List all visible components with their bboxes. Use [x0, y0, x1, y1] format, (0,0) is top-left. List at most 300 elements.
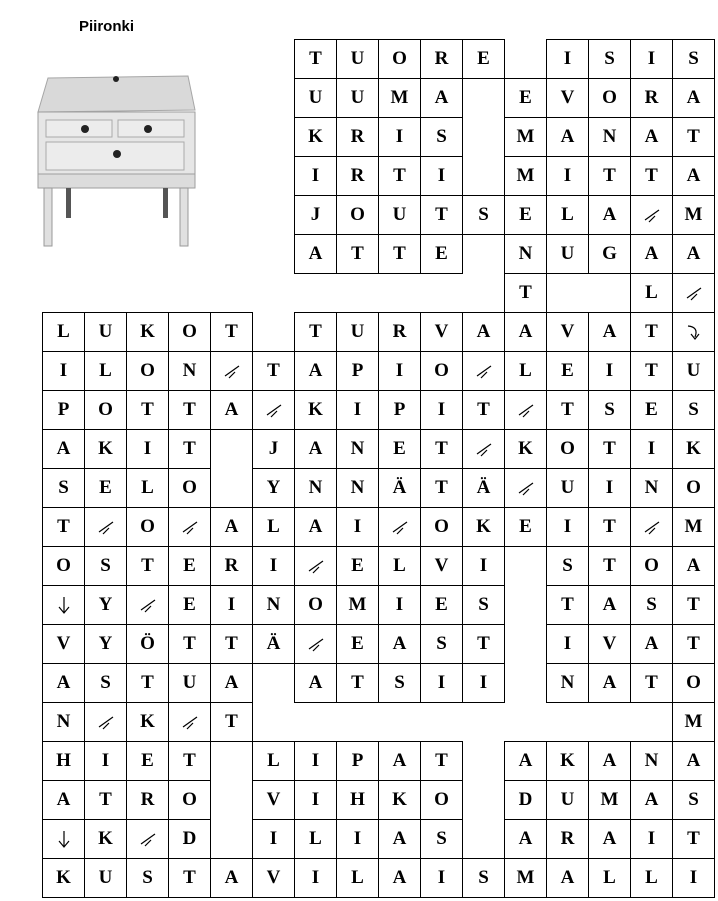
letter-cell[interactable] [462, 858, 505, 898]
letter-cell[interactable] [546, 312, 589, 352]
letter-cell[interactable] [504, 819, 547, 859]
letter-cell[interactable] [42, 390, 85, 430]
letter-cell[interactable] [168, 624, 211, 664]
letter-cell[interactable] [294, 780, 337, 820]
letter-cell[interactable] [294, 117, 337, 157]
letter-cell[interactable] [420, 351, 463, 391]
letter-cell[interactable] [210, 858, 253, 898]
letter-cell[interactable] [588, 507, 631, 547]
letter-cell[interactable] [630, 429, 673, 469]
clue-arrow-cell[interactable] [378, 507, 421, 547]
letter-cell[interactable] [210, 702, 253, 742]
letter-cell[interactable] [294, 234, 337, 274]
letter-cell[interactable] [588, 351, 631, 391]
letter-cell[interactable] [420, 468, 463, 508]
letter-cell[interactable] [630, 585, 673, 625]
letter-cell[interactable] [294, 39, 337, 79]
letter-cell[interactable] [42, 858, 85, 898]
letter-cell[interactable] [630, 819, 673, 859]
letter-cell[interactable] [378, 546, 421, 586]
cell-letter: K [308, 126, 323, 147]
letter-cell[interactable] [294, 741, 337, 781]
letter-cell[interactable] [42, 507, 85, 547]
cell-letter: T [57, 516, 70, 537]
letter-cell[interactable] [588, 546, 631, 586]
letter-cell[interactable] [252, 351, 295, 391]
clue-arrow-cell[interactable] [126, 819, 169, 859]
letter-cell[interactable] [672, 702, 715, 742]
letter-cell[interactable] [672, 663, 715, 703]
clue-arrow-cell[interactable] [210, 351, 253, 391]
letter-cell[interactable] [252, 429, 295, 469]
cell-letter: A [686, 87, 701, 108]
letter-cell[interactable] [336, 858, 379, 898]
letter-cell[interactable] [42, 351, 85, 391]
letter-cell[interactable] [630, 780, 673, 820]
cell-letter: E [519, 204, 532, 225]
letter-cell[interactable] [630, 741, 673, 781]
letter-cell[interactable] [672, 117, 715, 157]
letter-cell[interactable] [672, 429, 715, 469]
cell-letter: S [604, 48, 615, 69]
letter-cell[interactable] [42, 741, 85, 781]
letter-cell[interactable] [462, 624, 505, 664]
cell-letter: L [603, 867, 616, 888]
clue-arrow-cell[interactable] [42, 819, 85, 859]
letter-cell[interactable] [462, 468, 505, 508]
letter-cell[interactable] [546, 117, 589, 157]
letter-cell[interactable] [672, 39, 715, 79]
letter-cell[interactable] [252, 780, 295, 820]
clue-arrow-cell[interactable] [84, 507, 127, 547]
letter-cell[interactable] [504, 273, 547, 313]
letter-cell[interactable] [420, 156, 463, 196]
letter-cell[interactable] [336, 819, 379, 859]
letter-cell[interactable] [672, 585, 715, 625]
letter-cell[interactable] [126, 702, 169, 742]
letter-cell[interactable] [546, 390, 589, 430]
letter-cell[interactable] [546, 663, 589, 703]
letter-cell[interactable] [126, 468, 169, 508]
letter-cell[interactable] [546, 39, 589, 79]
letter-cell[interactable] [630, 546, 673, 586]
letter-cell[interactable] [84, 780, 127, 820]
letter-cell[interactable] [672, 741, 715, 781]
letter-cell[interactable] [210, 624, 253, 664]
letter-cell[interactable] [294, 468, 337, 508]
letter-cell[interactable] [546, 546, 589, 586]
cell-letter: I [647, 48, 656, 69]
letter-cell[interactable] [420, 780, 463, 820]
letter-cell[interactable] [588, 858, 631, 898]
letter-cell[interactable] [252, 819, 295, 859]
clue-arrow-cell[interactable] [672, 273, 715, 313]
letter-cell[interactable] [378, 429, 421, 469]
letter-cell[interactable] [630, 663, 673, 703]
letter-cell[interactable] [378, 117, 421, 157]
letter-cell[interactable] [504, 156, 547, 196]
letter-cell[interactable] [672, 78, 715, 118]
letter-cell[interactable] [546, 234, 589, 274]
letter-cell[interactable] [42, 312, 85, 352]
letter-cell[interactable] [210, 585, 253, 625]
letter-cell[interactable] [336, 780, 379, 820]
letter-cell[interactable] [168, 585, 211, 625]
letter-cell[interactable] [294, 507, 337, 547]
letter-cell[interactable] [336, 234, 379, 274]
letter-cell[interactable] [630, 351, 673, 391]
letter-cell[interactable] [462, 663, 505, 703]
cell-letter: M [516, 867, 535, 888]
letter-cell[interactable] [504, 195, 547, 235]
letter-cell[interactable] [294, 585, 337, 625]
letter-cell[interactable] [168, 390, 211, 430]
letter-cell[interactable] [294, 663, 337, 703]
letter-cell[interactable] [630, 39, 673, 79]
letter-cell[interactable] [252, 741, 295, 781]
letter-cell[interactable] [546, 585, 589, 625]
letter-cell[interactable] [546, 858, 589, 898]
letter-cell[interactable] [546, 507, 589, 547]
letter-cell[interactable] [252, 546, 295, 586]
letter-cell[interactable] [588, 585, 631, 625]
letter-cell[interactable] [588, 663, 631, 703]
letter-cell[interactable] [378, 780, 421, 820]
letter-cell[interactable] [420, 312, 463, 352]
letter-cell[interactable] [672, 234, 715, 274]
letter-cell[interactable] [42, 780, 85, 820]
letter-cell[interactable] [378, 195, 421, 235]
letter-cell[interactable] [336, 312, 379, 352]
letter-cell[interactable] [378, 312, 421, 352]
letter-cell[interactable] [420, 390, 463, 430]
letter-cell[interactable] [84, 585, 127, 625]
cell-letter: A [518, 750, 533, 771]
letter-cell[interactable] [462, 585, 505, 625]
clue-arrow-cell[interactable] [462, 351, 505, 391]
clue-arrow-cell[interactable] [630, 195, 673, 235]
letter-cell[interactable] [672, 819, 715, 859]
letter-cell[interactable] [378, 624, 421, 664]
letter-cell[interactable] [588, 312, 631, 352]
letter-cell[interactable] [420, 429, 463, 469]
letter-cell[interactable] [168, 663, 211, 703]
letter-cell[interactable] [168, 546, 211, 586]
letter-cell[interactable] [84, 312, 127, 352]
letter-cell[interactable] [378, 39, 421, 79]
letter-cell[interactable] [420, 546, 463, 586]
letter-cell[interactable] [336, 117, 379, 157]
letter-cell[interactable] [672, 624, 715, 664]
letter-cell[interactable] [420, 195, 463, 235]
letter-cell[interactable] [462, 39, 505, 79]
letter-cell[interactable] [252, 858, 295, 898]
letter-cell[interactable] [504, 351, 547, 391]
letter-cell[interactable] [546, 468, 589, 508]
letter-cell[interactable] [420, 78, 463, 118]
letter-cell[interactable] [336, 78, 379, 118]
letter-cell[interactable] [294, 351, 337, 391]
letter-cell[interactable] [294, 858, 337, 898]
letter-cell[interactable] [84, 741, 127, 781]
letter-cell[interactable] [588, 429, 631, 469]
letter-cell[interactable] [84, 468, 127, 508]
letter-cell[interactable] [336, 156, 379, 196]
letter-cell[interactable] [84, 546, 127, 586]
letter-cell[interactable] [462, 312, 505, 352]
letter-cell[interactable] [420, 39, 463, 79]
letter-cell[interactable] [420, 858, 463, 898]
letter-cell[interactable] [420, 624, 463, 664]
cell-letter: A [224, 399, 239, 420]
letter-cell[interactable] [210, 312, 253, 352]
letter-cell[interactable] [210, 507, 253, 547]
letter-cell[interactable] [336, 390, 379, 430]
letter-cell[interactable] [126, 546, 169, 586]
letter-cell[interactable] [504, 741, 547, 781]
clue-arrow-cell[interactable] [294, 624, 337, 664]
letter-cell[interactable] [126, 624, 169, 664]
letter-cell[interactable] [84, 624, 127, 664]
clue-arrow-cell[interactable] [168, 507, 211, 547]
letter-cell[interactable] [630, 624, 673, 664]
cell-letter: K [686, 438, 701, 459]
letter-cell[interactable] [336, 741, 379, 781]
letter-cell[interactable] [378, 468, 421, 508]
letter-cell[interactable] [462, 546, 505, 586]
letter-cell[interactable] [84, 663, 127, 703]
letter-cell[interactable] [84, 351, 127, 391]
letter-cell[interactable] [588, 780, 631, 820]
clue-arrow-cell[interactable] [630, 507, 673, 547]
letter-cell[interactable] [210, 546, 253, 586]
letter-cell[interactable] [42, 702, 85, 742]
letter-cell[interactable] [462, 507, 505, 547]
letter-cell[interactable] [336, 429, 379, 469]
letter-cell[interactable] [420, 663, 463, 703]
letter-cell[interactable] [672, 468, 715, 508]
letter-cell[interactable] [588, 156, 631, 196]
cell-letter: K [98, 438, 113, 459]
letter-cell[interactable] [546, 819, 589, 859]
letter-cell[interactable] [378, 156, 421, 196]
cell-letter: P [351, 360, 364, 381]
letter-cell[interactable] [504, 312, 547, 352]
letter-cell[interactable] [294, 78, 337, 118]
letter-cell[interactable] [630, 312, 673, 352]
letter-cell[interactable] [294, 390, 337, 430]
letter-cell[interactable] [420, 741, 463, 781]
letter-cell[interactable] [546, 156, 589, 196]
letter-cell[interactable] [588, 624, 631, 664]
cell-letter: J [268, 438, 279, 459]
cell-letter: Ä [476, 477, 491, 498]
letter-cell[interactable] [420, 234, 463, 274]
letter-cell[interactable] [630, 858, 673, 898]
letter-cell[interactable] [672, 507, 715, 547]
letter-cell[interactable] [378, 390, 421, 430]
letter-cell[interactable] [672, 156, 715, 196]
letter-cell[interactable] [168, 858, 211, 898]
letter-cell[interactable] [546, 195, 589, 235]
letter-cell[interactable] [630, 468, 673, 508]
cell-letter: V [434, 321, 449, 342]
letter-cell[interactable] [504, 429, 547, 469]
letter-cell[interactable] [420, 507, 463, 547]
letter-cell[interactable] [168, 819, 211, 859]
letter-cell[interactable] [378, 819, 421, 859]
letter-cell[interactable] [462, 390, 505, 430]
clue-arrow-cell[interactable] [42, 585, 85, 625]
clue-arrow-cell[interactable] [168, 702, 211, 742]
letter-cell[interactable] [84, 390, 127, 430]
letter-cell[interactable] [252, 468, 295, 508]
clue-arrow-cell[interactable] [252, 390, 295, 430]
clue-arrow-cell[interactable] [504, 468, 547, 508]
letter-cell[interactable] [126, 312, 169, 352]
letter-cell[interactable] [630, 78, 673, 118]
letter-cell[interactable] [504, 234, 547, 274]
letter-cell[interactable] [672, 351, 715, 391]
clue-arrow-cell[interactable] [126, 585, 169, 625]
letter-cell[interactable] [672, 546, 715, 586]
letter-cell[interactable] [588, 78, 631, 118]
cell-letter: S [58, 477, 69, 498]
letter-cell[interactable] [546, 78, 589, 118]
letter-cell[interactable] [252, 507, 295, 547]
letter-cell[interactable] [294, 156, 337, 196]
letter-cell[interactable] [336, 39, 379, 79]
letter-cell[interactable] [126, 741, 169, 781]
letter-cell[interactable] [672, 780, 715, 820]
letter-cell[interactable] [588, 819, 631, 859]
letter-cell[interactable] [168, 429, 211, 469]
letter-cell[interactable] [546, 741, 589, 781]
letter-cell[interactable] [630, 234, 673, 274]
letter-cell[interactable] [588, 390, 631, 430]
letter-cell[interactable] [42, 429, 85, 469]
letter-cell[interactable] [84, 819, 127, 859]
letter-cell[interactable] [126, 390, 169, 430]
clue-arrow-cell[interactable] [294, 546, 337, 586]
letter-cell[interactable] [210, 390, 253, 430]
cell-letter: O [560, 438, 575, 459]
letter-cell[interactable] [546, 351, 589, 391]
letter-cell[interactable] [252, 624, 295, 664]
letter-cell[interactable] [672, 195, 715, 235]
letter-cell[interactable] [42, 624, 85, 664]
clue-arrow-cell[interactable] [504, 390, 547, 430]
letter-cell[interactable] [336, 546, 379, 586]
letter-cell[interactable] [294, 819, 337, 859]
letter-cell[interactable] [126, 663, 169, 703]
letter-cell[interactable] [588, 195, 631, 235]
letter-cell[interactable] [336, 468, 379, 508]
letter-cell[interactable] [672, 390, 715, 430]
letter-cell[interactable] [336, 507, 379, 547]
letter-cell[interactable] [336, 624, 379, 664]
letter-cell[interactable] [420, 585, 463, 625]
letter-cell[interactable] [504, 858, 547, 898]
letter-cell[interactable] [630, 156, 673, 196]
letter-cell[interactable] [168, 741, 211, 781]
letter-cell[interactable] [168, 351, 211, 391]
cell-letter: U [98, 321, 113, 342]
letter-cell[interactable] [210, 663, 253, 703]
letter-cell[interactable] [126, 507, 169, 547]
cell-letter: I [605, 477, 614, 498]
letter-cell[interactable] [336, 663, 379, 703]
letter-cell[interactable] [378, 585, 421, 625]
letter-cell[interactable] [126, 858, 169, 898]
letter-cell[interactable] [168, 780, 211, 820]
clue-arrow-cell[interactable] [84, 702, 127, 742]
letter-cell[interactable] [420, 819, 463, 859]
cell-letter: O [434, 516, 449, 537]
letter-cell[interactable] [336, 195, 379, 235]
letter-cell[interactable] [630, 390, 673, 430]
letter-cell[interactable] [378, 78, 421, 118]
letter-cell[interactable] [126, 351, 169, 391]
letter-cell[interactable] [378, 858, 421, 898]
letter-cell[interactable] [168, 312, 211, 352]
letter-cell[interactable] [294, 195, 337, 235]
letter-cell[interactable] [672, 858, 715, 898]
letter-cell[interactable] [42, 663, 85, 703]
letter-cell[interactable] [294, 312, 337, 352]
letter-cell[interactable] [252, 585, 295, 625]
cell-letter: A [644, 243, 659, 264]
letter-cell[interactable] [588, 234, 631, 274]
letter-cell[interactable] [378, 663, 421, 703]
letter-cell[interactable] [504, 780, 547, 820]
letter-cell[interactable] [336, 351, 379, 391]
letter-cell[interactable] [378, 234, 421, 274]
letter-cell[interactable] [336, 585, 379, 625]
letter-cell[interactable] [588, 468, 631, 508]
letter-cell[interactable] [546, 780, 589, 820]
clue-arrow-cell[interactable] [672, 312, 715, 352]
letter-cell[interactable] [42, 546, 85, 586]
letter-cell[interactable] [504, 78, 547, 118]
letter-cell[interactable] [504, 507, 547, 547]
letter-cell[interactable] [546, 624, 589, 664]
letter-cell[interactable] [126, 780, 169, 820]
letter-cell[interactable] [378, 351, 421, 391]
clue-arrow-cell[interactable] [462, 429, 505, 469]
letter-cell[interactable] [504, 117, 547, 157]
letter-cell[interactable] [42, 468, 85, 508]
letter-cell[interactable] [294, 429, 337, 469]
letter-cell[interactable] [588, 39, 631, 79]
cell-letter: I [437, 165, 446, 186]
letter-cell[interactable] [630, 117, 673, 157]
cell-letter: T [393, 165, 406, 186]
letter-cell[interactable] [546, 429, 589, 469]
letter-cell[interactable] [378, 741, 421, 781]
letter-cell[interactable] [630, 273, 673, 313]
letter-cell[interactable] [462, 195, 505, 235]
letter-cell[interactable] [588, 741, 631, 781]
letter-cell[interactable] [420, 117, 463, 157]
letter-cell[interactable] [588, 117, 631, 157]
letter-cell[interactable] [168, 468, 211, 508]
cell-letter: N [518, 243, 533, 264]
letter-cell[interactable] [84, 429, 127, 469]
letter-cell[interactable] [84, 858, 127, 898]
letter-cell[interactable] [126, 429, 169, 469]
cell-letter: V [56, 633, 71, 654]
